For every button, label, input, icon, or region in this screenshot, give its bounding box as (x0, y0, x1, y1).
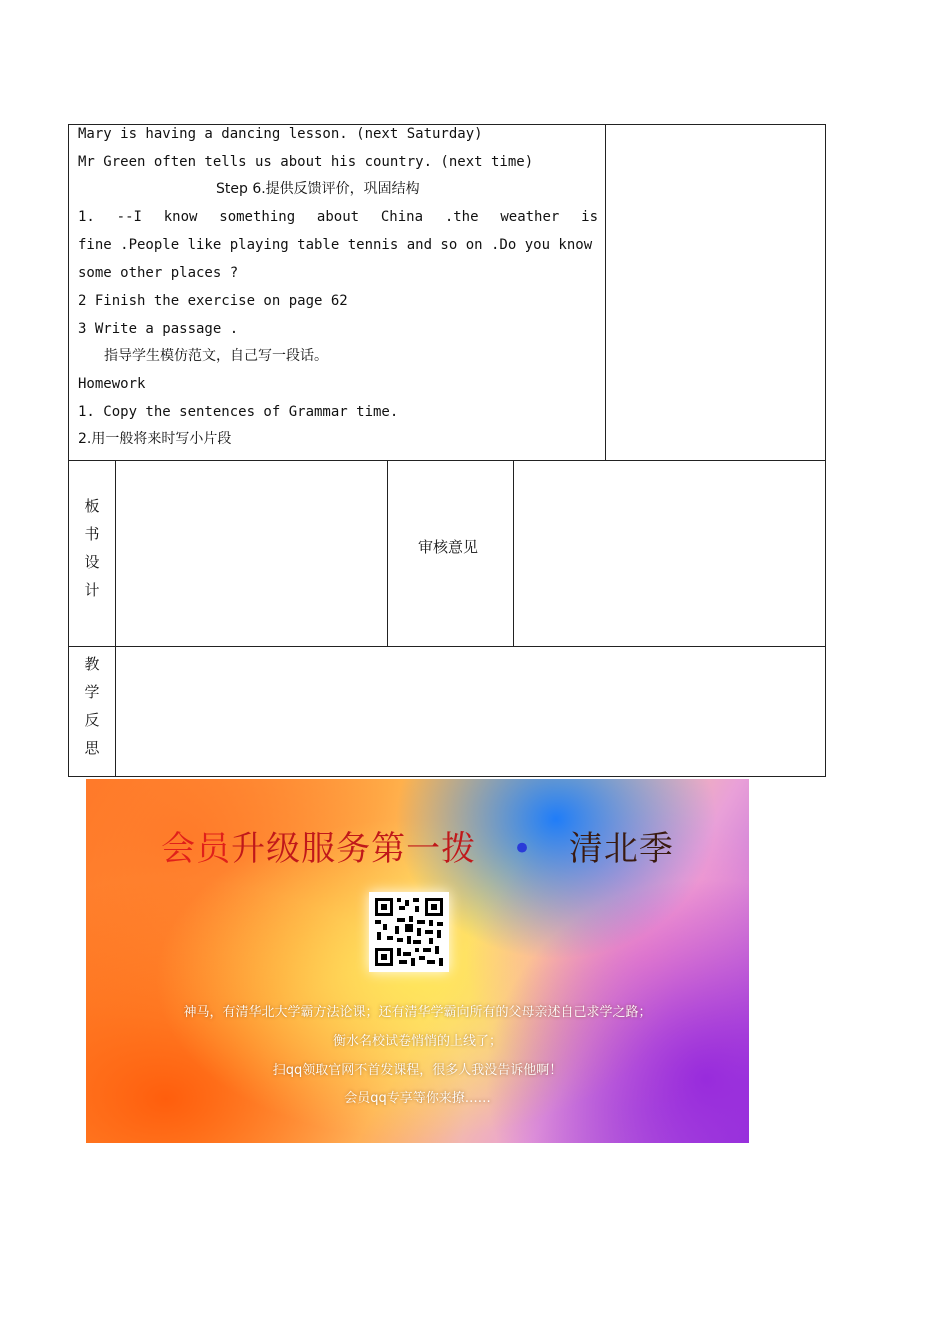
reflection-char-4: 思 (84, 739, 100, 757)
item1-line2: fine .People like playing table tennis and so on .Do you know (78, 237, 593, 253)
reflection-char-2: 学 (84, 683, 100, 701)
sentence-mr-green: Mr Green often tells us about his country. (next time) (78, 154, 534, 170)
step6-heading: Step 6.提供反馈评价，巩固结构 (216, 181, 420, 197)
board-char-3: 设 (84, 553, 100, 571)
item1-line3: some other places ? (78, 265, 239, 281)
reflection-label (82, 650, 102, 762)
banner-title-part2: 升级服务第一拨 (231, 829, 477, 869)
board-char-4: 计 (84, 581, 100, 599)
banner-line1: 神马，有清华北大学霸方法论课；还有清华学霸向所有的父母亲述自己求学之路； (183, 1005, 652, 1020)
item1-line1: 1. --I know something about China .the weather is (78, 209, 598, 225)
banner-title-part1: 会员 (161, 829, 232, 869)
review-content-cell (513, 460, 826, 647)
guide-text: 指导学生模仿范文，自己写一段话。 (104, 348, 328, 364)
banner-line2: 衡水名校试卷悄悄的上线了； (332, 1034, 502, 1049)
homework-heading: Homework (78, 376, 146, 392)
reflection-content-cell (115, 646, 826, 777)
banner-line3: 扫qq领取官网不首发课程，很多人我没告诉他啊！ (272, 1063, 563, 1078)
sentence-mary: Mary is having a dancing lesson. (next Saturday) (78, 126, 483, 142)
banner-line4: 会员qq专享等你来撩…… (344, 1091, 491, 1106)
board-char-1: 板 (84, 497, 100, 515)
homework-item1: 1. Copy the sentences of Grammar time. (78, 404, 399, 420)
reflection-char-3: 反 (84, 711, 100, 729)
banner-title-dot: • (511, 829, 534, 869)
board-char-2: 书 (84, 525, 100, 543)
promo-banner[interactable] (86, 779, 749, 1143)
homework-item2: 2.用一般将来时写小片段 (78, 431, 232, 447)
banner-title (86, 821, 749, 870)
upper-right-cell (605, 124, 826, 461)
reflection-char-1: 教 (84, 655, 100, 673)
banner-title-part3: 清北季 (568, 829, 674, 869)
board-design-content-cell (115, 460, 388, 647)
item3-text: 3 Write a passage . (78, 321, 239, 337)
qr-code-icon[interactable] (369, 892, 449, 972)
item2-text: 2 Finish the exercise on page 62 (78, 293, 348, 309)
review-label: 审核意见 (418, 538, 479, 556)
board-design-label (82, 492, 102, 604)
